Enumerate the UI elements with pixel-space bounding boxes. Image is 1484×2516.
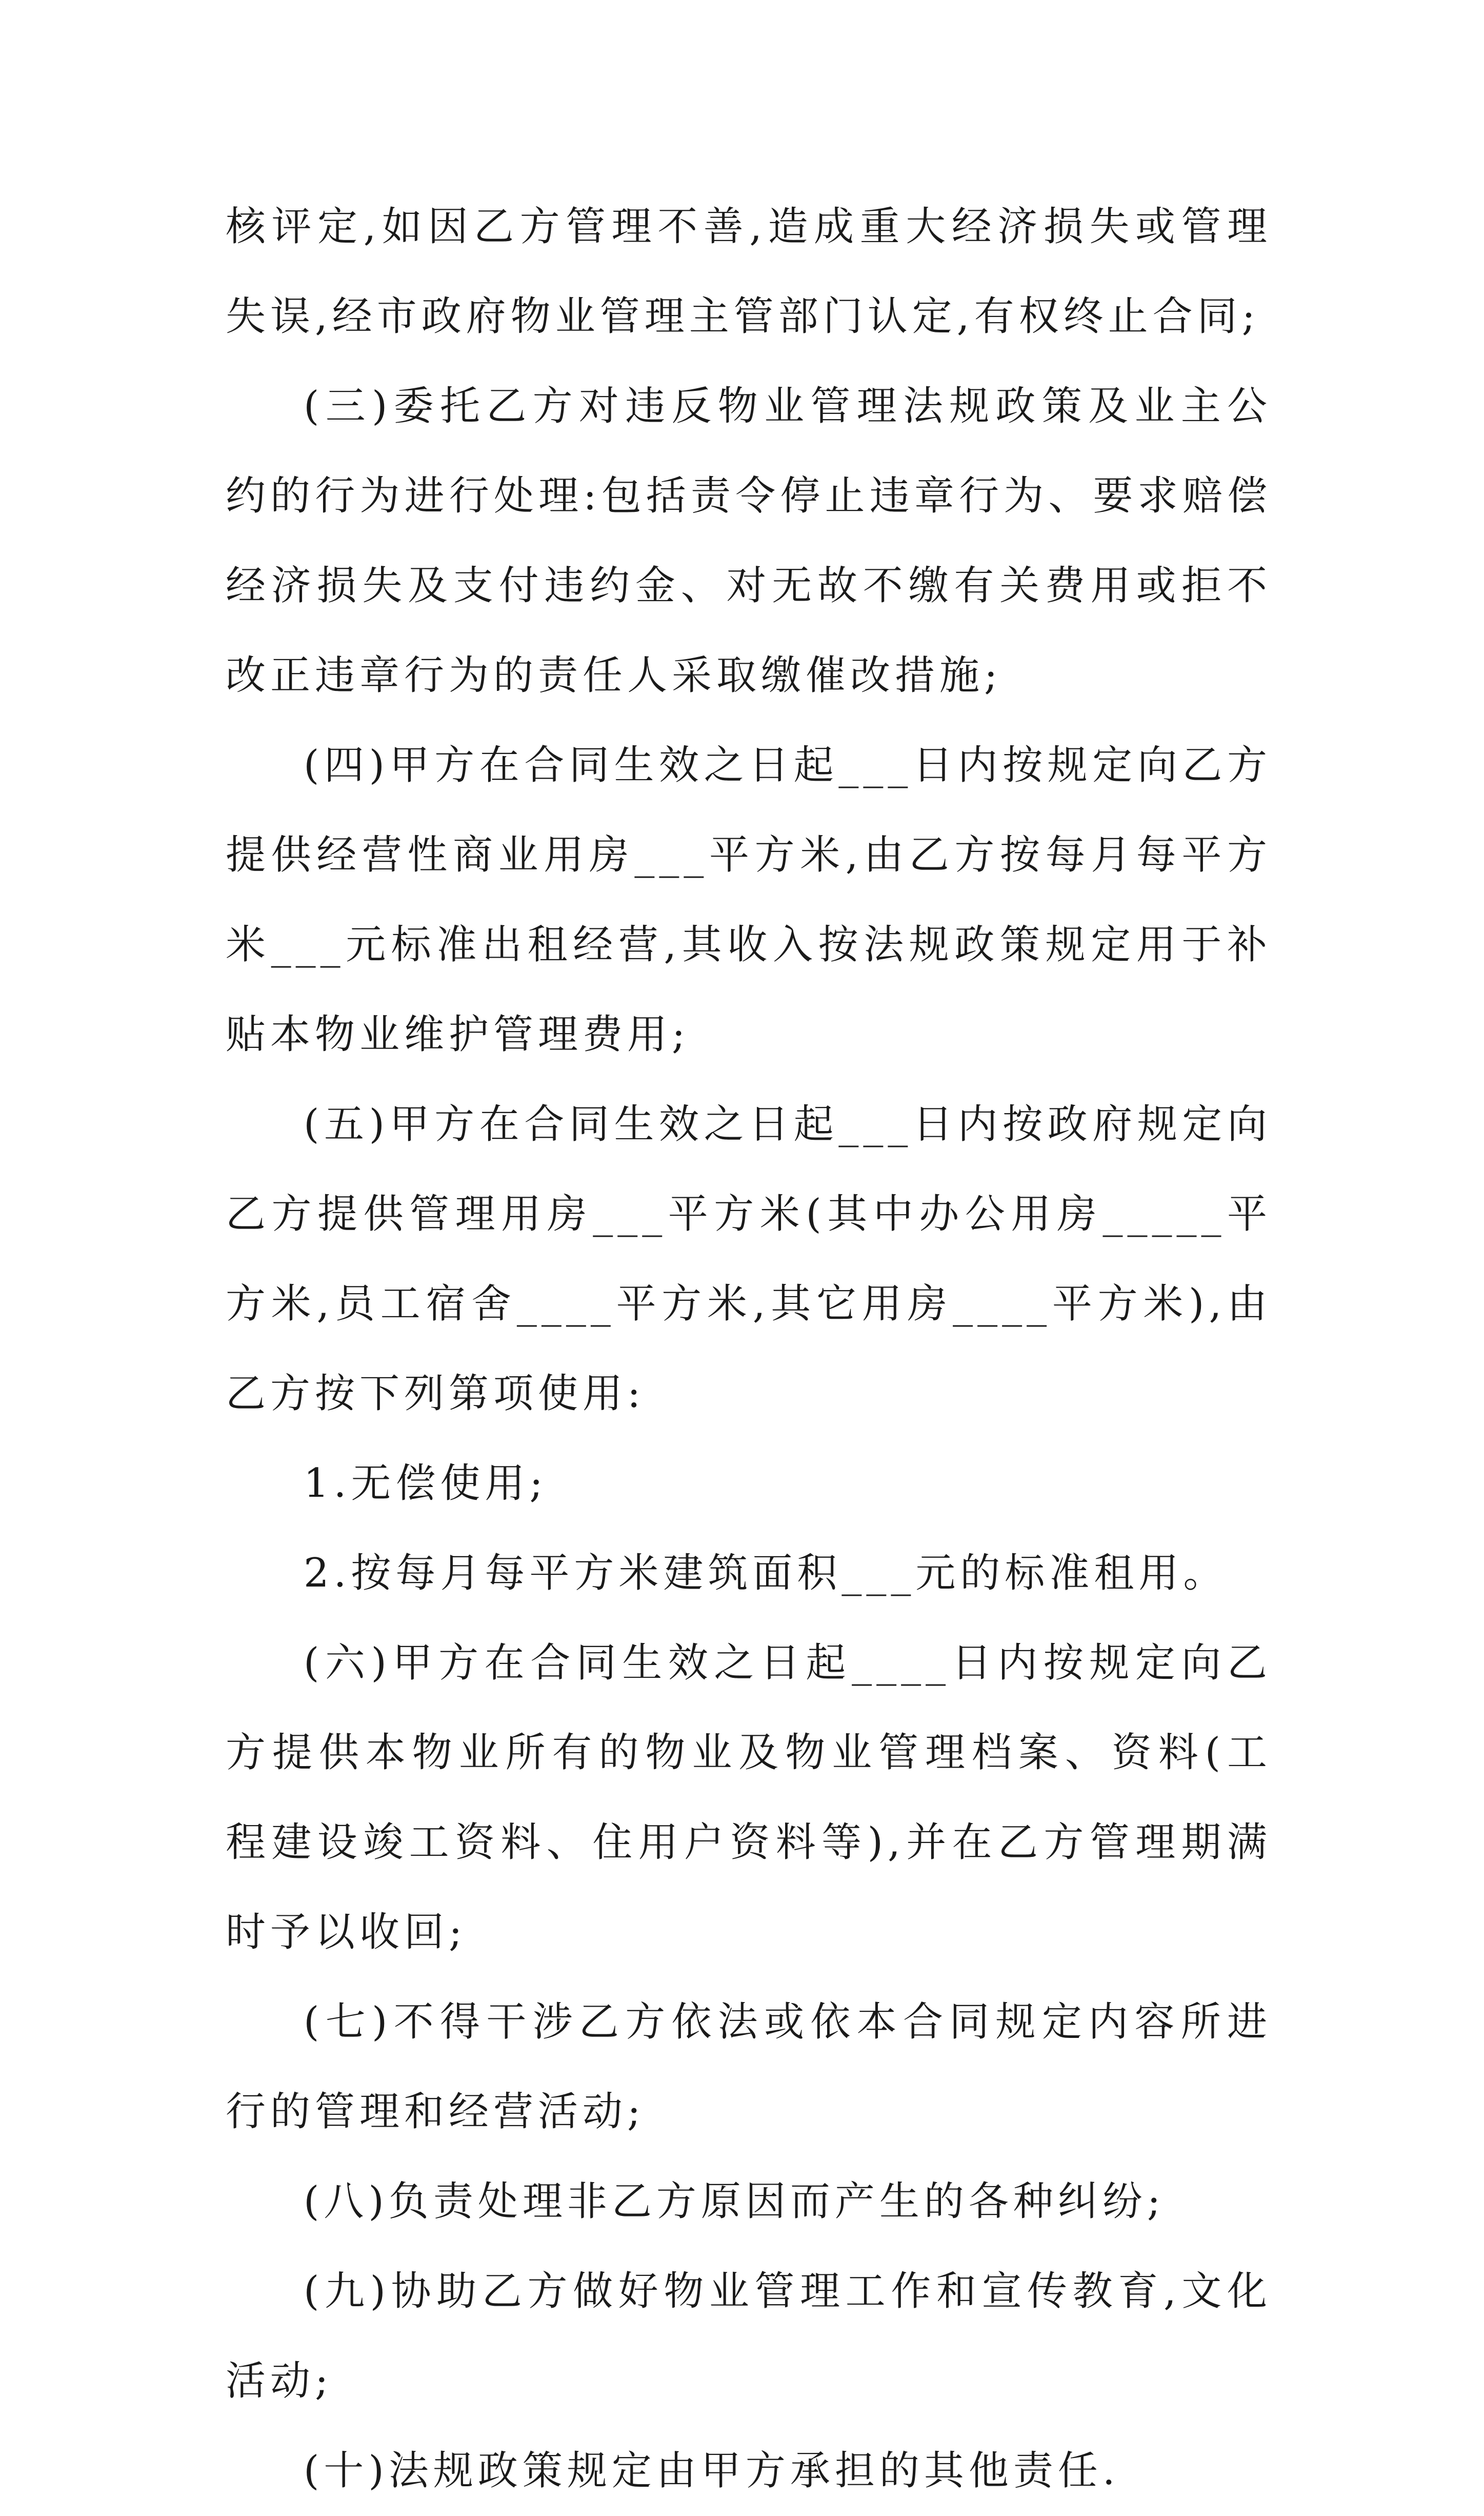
paragraph-1: 核评定,如因乙方管理不善,造成重大经济损失或管理失误,经市政府物业管理主管部门认定,有权终止合同; [226, 204, 1272, 340]
paragraph-6: 2.按每月每平方米建筑面积___元的标准租用。 [304, 1550, 1228, 1596]
paragraph-7: (六)甲方在合同生效之日起____日内按规定向乙方提供本物业所有的物业及物业管理档案、资料(工程建设竣工资料、住用户资料等),并在乙方管理期满时予以收回; [226, 1640, 1272, 1955]
document-body [226, 182, 1272, 2516]
paragraph-5: 1.无偿使用; [304, 1460, 548, 1507]
paragraph-4: (五)甲方在合同生效之日起___日内按政府规定向乙方提供管理用房___平方米(其中办公用房_____平方米,员工宿舍____平方米,其它用房____平方米),由乙方按下列第项使用: [226, 1101, 1272, 1417]
paragraph-10: (九)协助乙方做好物业管理工作和宣传教育,文化活动; [226, 2268, 1272, 2404]
paragraph-8: (七)不得干涉乙方依法或依本合同规定内容所进行的管理和经营活动; [226, 1999, 1272, 2135]
paragraph-2: (三)委托乙方对违反物业管理法规政策及业主公约的行为进行处理:包括责令停止违章行为、要求赔偿经济损失及支付违约金、对无故不缴有关费用或拒不改正违章行为的责任人采取缴催改措施; [226, 383, 1272, 699]
paragraph-11: (十)法规政策规定由甲方承担的其他责任. [304, 2448, 1120, 2494]
paragraph-9: (八)负责处理非乙方原因而产生的各种纠纷; [304, 2178, 1166, 2225]
paragraph-3: (四)甲方在合同生效之日起___日内按规定向乙方提供经营性商业用房___平方米,由乙方按每月每平方米___元标准出租经营,其收入按法规政策规定用于补贴本物业维护管理费用; [226, 742, 1272, 1058]
